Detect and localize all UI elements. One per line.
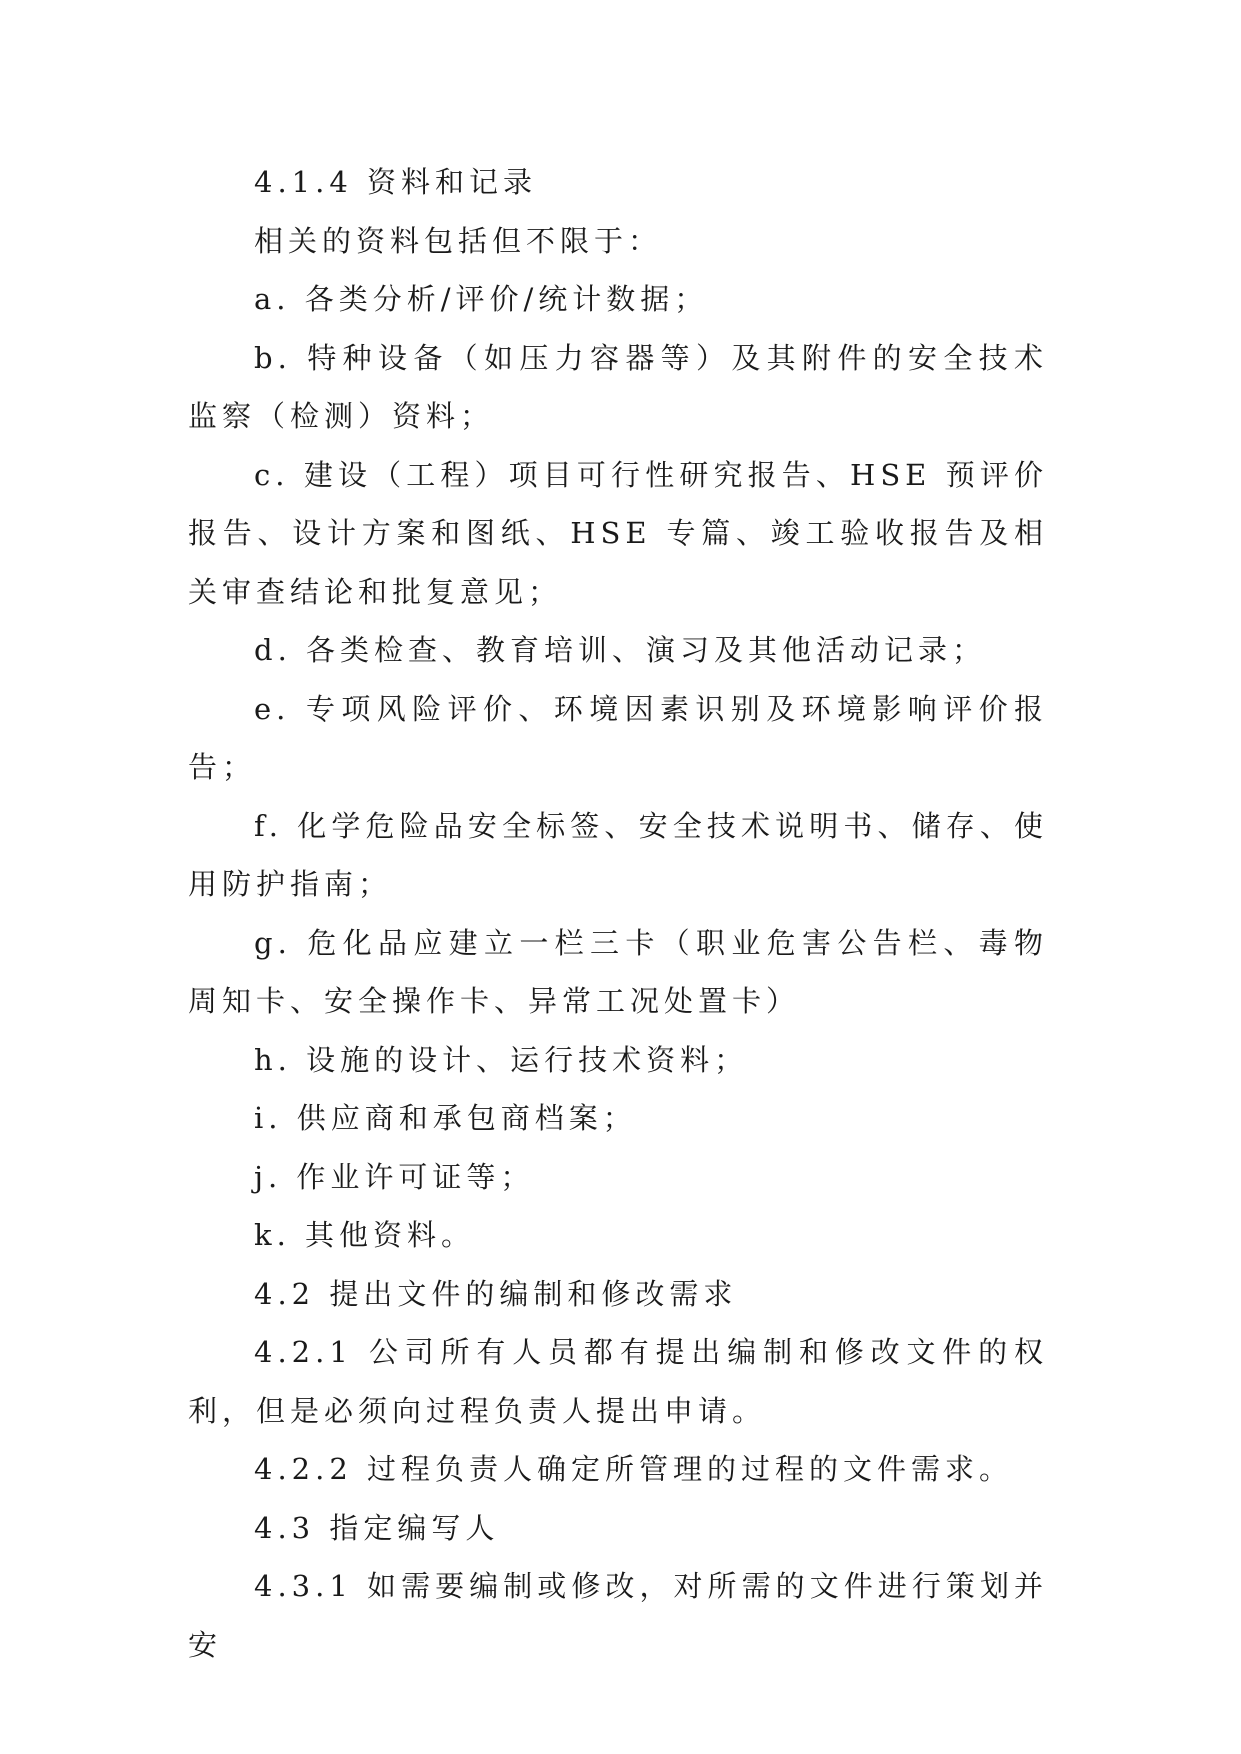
document-page bbox=[188, 153, 1048, 1674]
list-item-g: g. 危化品应建立一栏三卡（职业危害公告栏、毒物周知卡、安全操作卡、异常工况处置卡） bbox=[188, 925, 1048, 1018]
list-item-d: d. 各类检查、教育培训、演习及其他活动记录； bbox=[254, 633, 987, 667]
list-item-f: f. 化学危险品安全标签、安全技术说明书、储存、使用防护指南； bbox=[188, 808, 1048, 901]
list-item-i: i. 供应商和承包商档案； bbox=[254, 1101, 637, 1135]
list-item-k: k. 其他资料。 bbox=[254, 1218, 476, 1252]
list-item-e: e. 专项风险评价、环境因素识别及环境影响评价报告； bbox=[188, 691, 1048, 784]
section-heading-4-1-4: 4.1.4 资料和记录 bbox=[254, 165, 538, 199]
section-heading-4-3: 4.3 指定编写人 bbox=[254, 1510, 500, 1545]
list-item-b: b. 特种设备（如压力容器等）及其附件的安全技术监察（检测）资料； bbox=[188, 340, 1048, 433]
section-heading-4-2: 4.2 提出文件的编制和修改需求 bbox=[254, 1276, 738, 1311]
list-item-c: c. 建设（工程）项目可行性研究报告、HSE 预评价报告、设计方案和图纸、HSE 专篇、竣工验收报告及相关审查结论和批复意见； bbox=[188, 457, 1048, 609]
paragraph-4-2-1: 4.2.1 公司所有人员都有提出编制和修改文件的权利，但是必须向过程负责人提出申请。 bbox=[188, 1335, 1048, 1428]
paragraph-4-3-1: 4.3.1 如需要编制或修改，对所需的文件进行策划并安 bbox=[188, 1569, 1048, 1662]
paragraph-intro: 相关的资料包括但不限于： bbox=[254, 223, 663, 258]
list-item-j: j. 作业许可证等； bbox=[254, 1159, 535, 1194]
list-item-h: h. 设施的设计、运行技术资料； bbox=[254, 1042, 749, 1077]
paragraph-4-2-2: 4.2.2 过程负责人确定所管理的过程的文件需求。 bbox=[254, 1452, 1014, 1486]
list-item-a: a. 各类分析/评价/统计数据； bbox=[254, 282, 709, 316]
